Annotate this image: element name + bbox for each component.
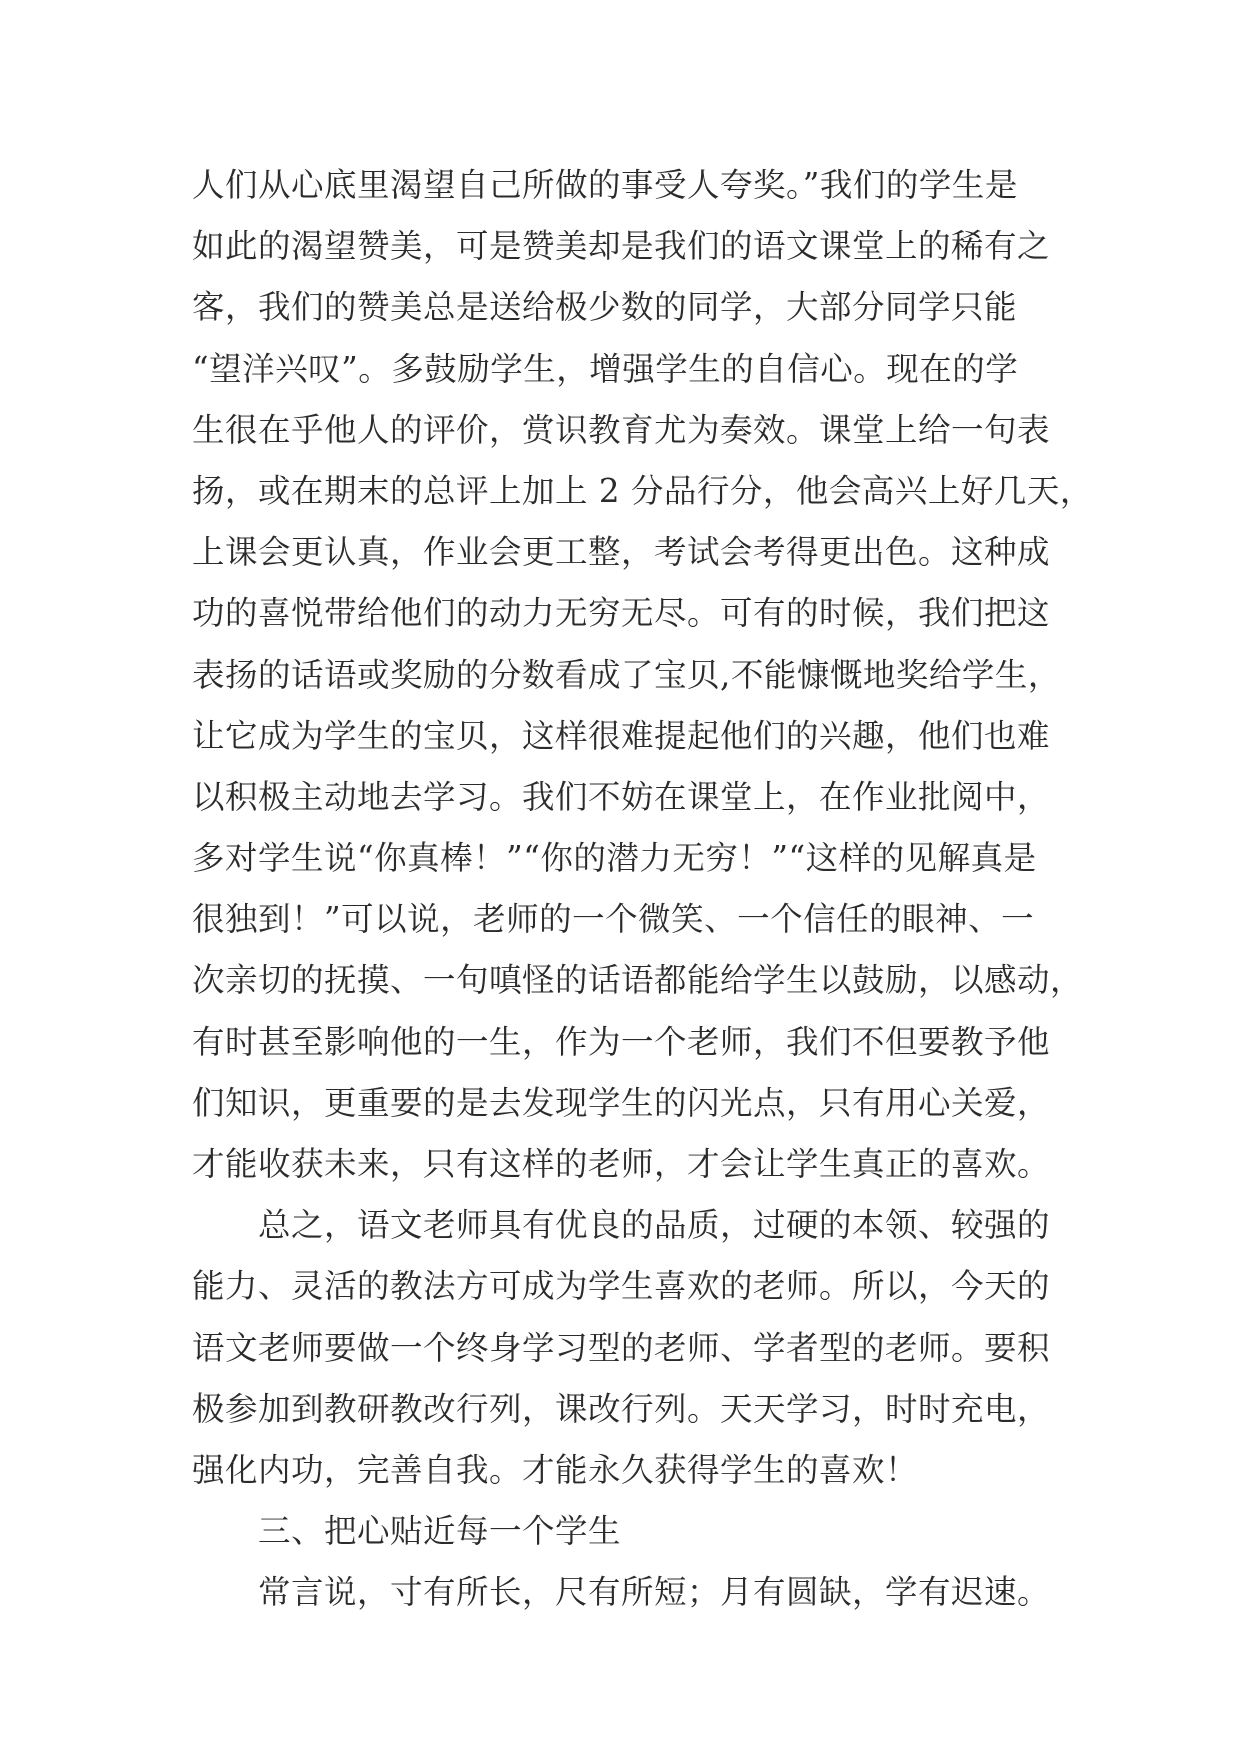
- text-line: 多对学生说“你真棒！”“你的潜力无穷！”“这样的见解真是: [192, 839, 1037, 878]
- text-line: 如此的渴望赞美，可是赞美却是我们的语文课堂上的稀有之: [192, 227, 1051, 266]
- text-line: 让它成为学生的宝贝，这样很难提起他们的兴趣，他们也难: [192, 716, 1051, 755]
- body-text: [192, 155, 1093, 1624]
- text-line: 扬，或在期末的总评上加上 2 分品行分，他会高兴上好几天，: [192, 471, 1093, 510]
- text-line: 有时甚至影响他的一生，作为一个老师，我们不但要教予他: [192, 1022, 1051, 1061]
- text-line: 生很在乎他人的评价，赏识教育尤为奏效。课堂上给一句表: [192, 410, 1051, 449]
- text-line: 表扬的话语或奖励的分数看成了宝贝,不能慷慨地奖给学生，: [192, 655, 1061, 694]
- paragraph-start-line: 总之，语文老师具有优良的品质，过硬的本领、较强的: [258, 1206, 1051, 1245]
- text-line: 人们从心底里渴望自己所做的事受人夸奖。”我们的学生是: [192, 166, 1018, 204]
- text-line: “望洋兴叹”。多鼓励学生，增强学生的自信心。现在的学: [192, 349, 1019, 388]
- text-line: 功的喜悦带给他们的动力无穷无尽。可有的时候，我们把这: [192, 594, 1051, 633]
- text-line: 能力、灵活的教法方可成为学生喜欢的老师。所以，今天的: [192, 1267, 1051, 1306]
- text-line: 上课会更认真，作业会更工整，考试会考得更出色。这种成: [192, 533, 1051, 572]
- text-line: 才能收获未来，只有这样的老师，才会让学生真正的喜欢。: [192, 1145, 1051, 1183]
- text-line: 次亲切的抚摸、一句嗔怪的话语都能给学生以鼓励，以感动，: [192, 961, 1084, 1000]
- text-line: 语文老师要做一个终身学习型的老师、学者型的老师。要积: [192, 1328, 1051, 1367]
- text-line: 们知识，更重要的是去发现学生的闪光点，只有用心关爱，: [192, 1083, 1051, 1122]
- text-line: 很独到！”可以说，老师的一个微笑、一个信任的眼神、一: [192, 900, 1035, 939]
- section-heading: 三、把心贴近每一个学生: [258, 1512, 622, 1551]
- text-line: 客，我们的赞美总是送给极少数的同学，大部分同学只能: [192, 288, 1018, 327]
- text-line: 以积极主动地去学习。我们不妨在课堂上，在作业批阅中，: [192, 777, 1051, 816]
- text-line: 强化内功，完善自我。才能永久获得学生的喜欢！: [192, 1450, 919, 1489]
- paragraph-start-line: 常言说，寸有所长，尺有所短；月有圆缺，学有迟速。: [258, 1573, 1051, 1612]
- text-line: 极参加到教研教改行列，课改行列。天天学习，时时充电，: [192, 1389, 1051, 1428]
